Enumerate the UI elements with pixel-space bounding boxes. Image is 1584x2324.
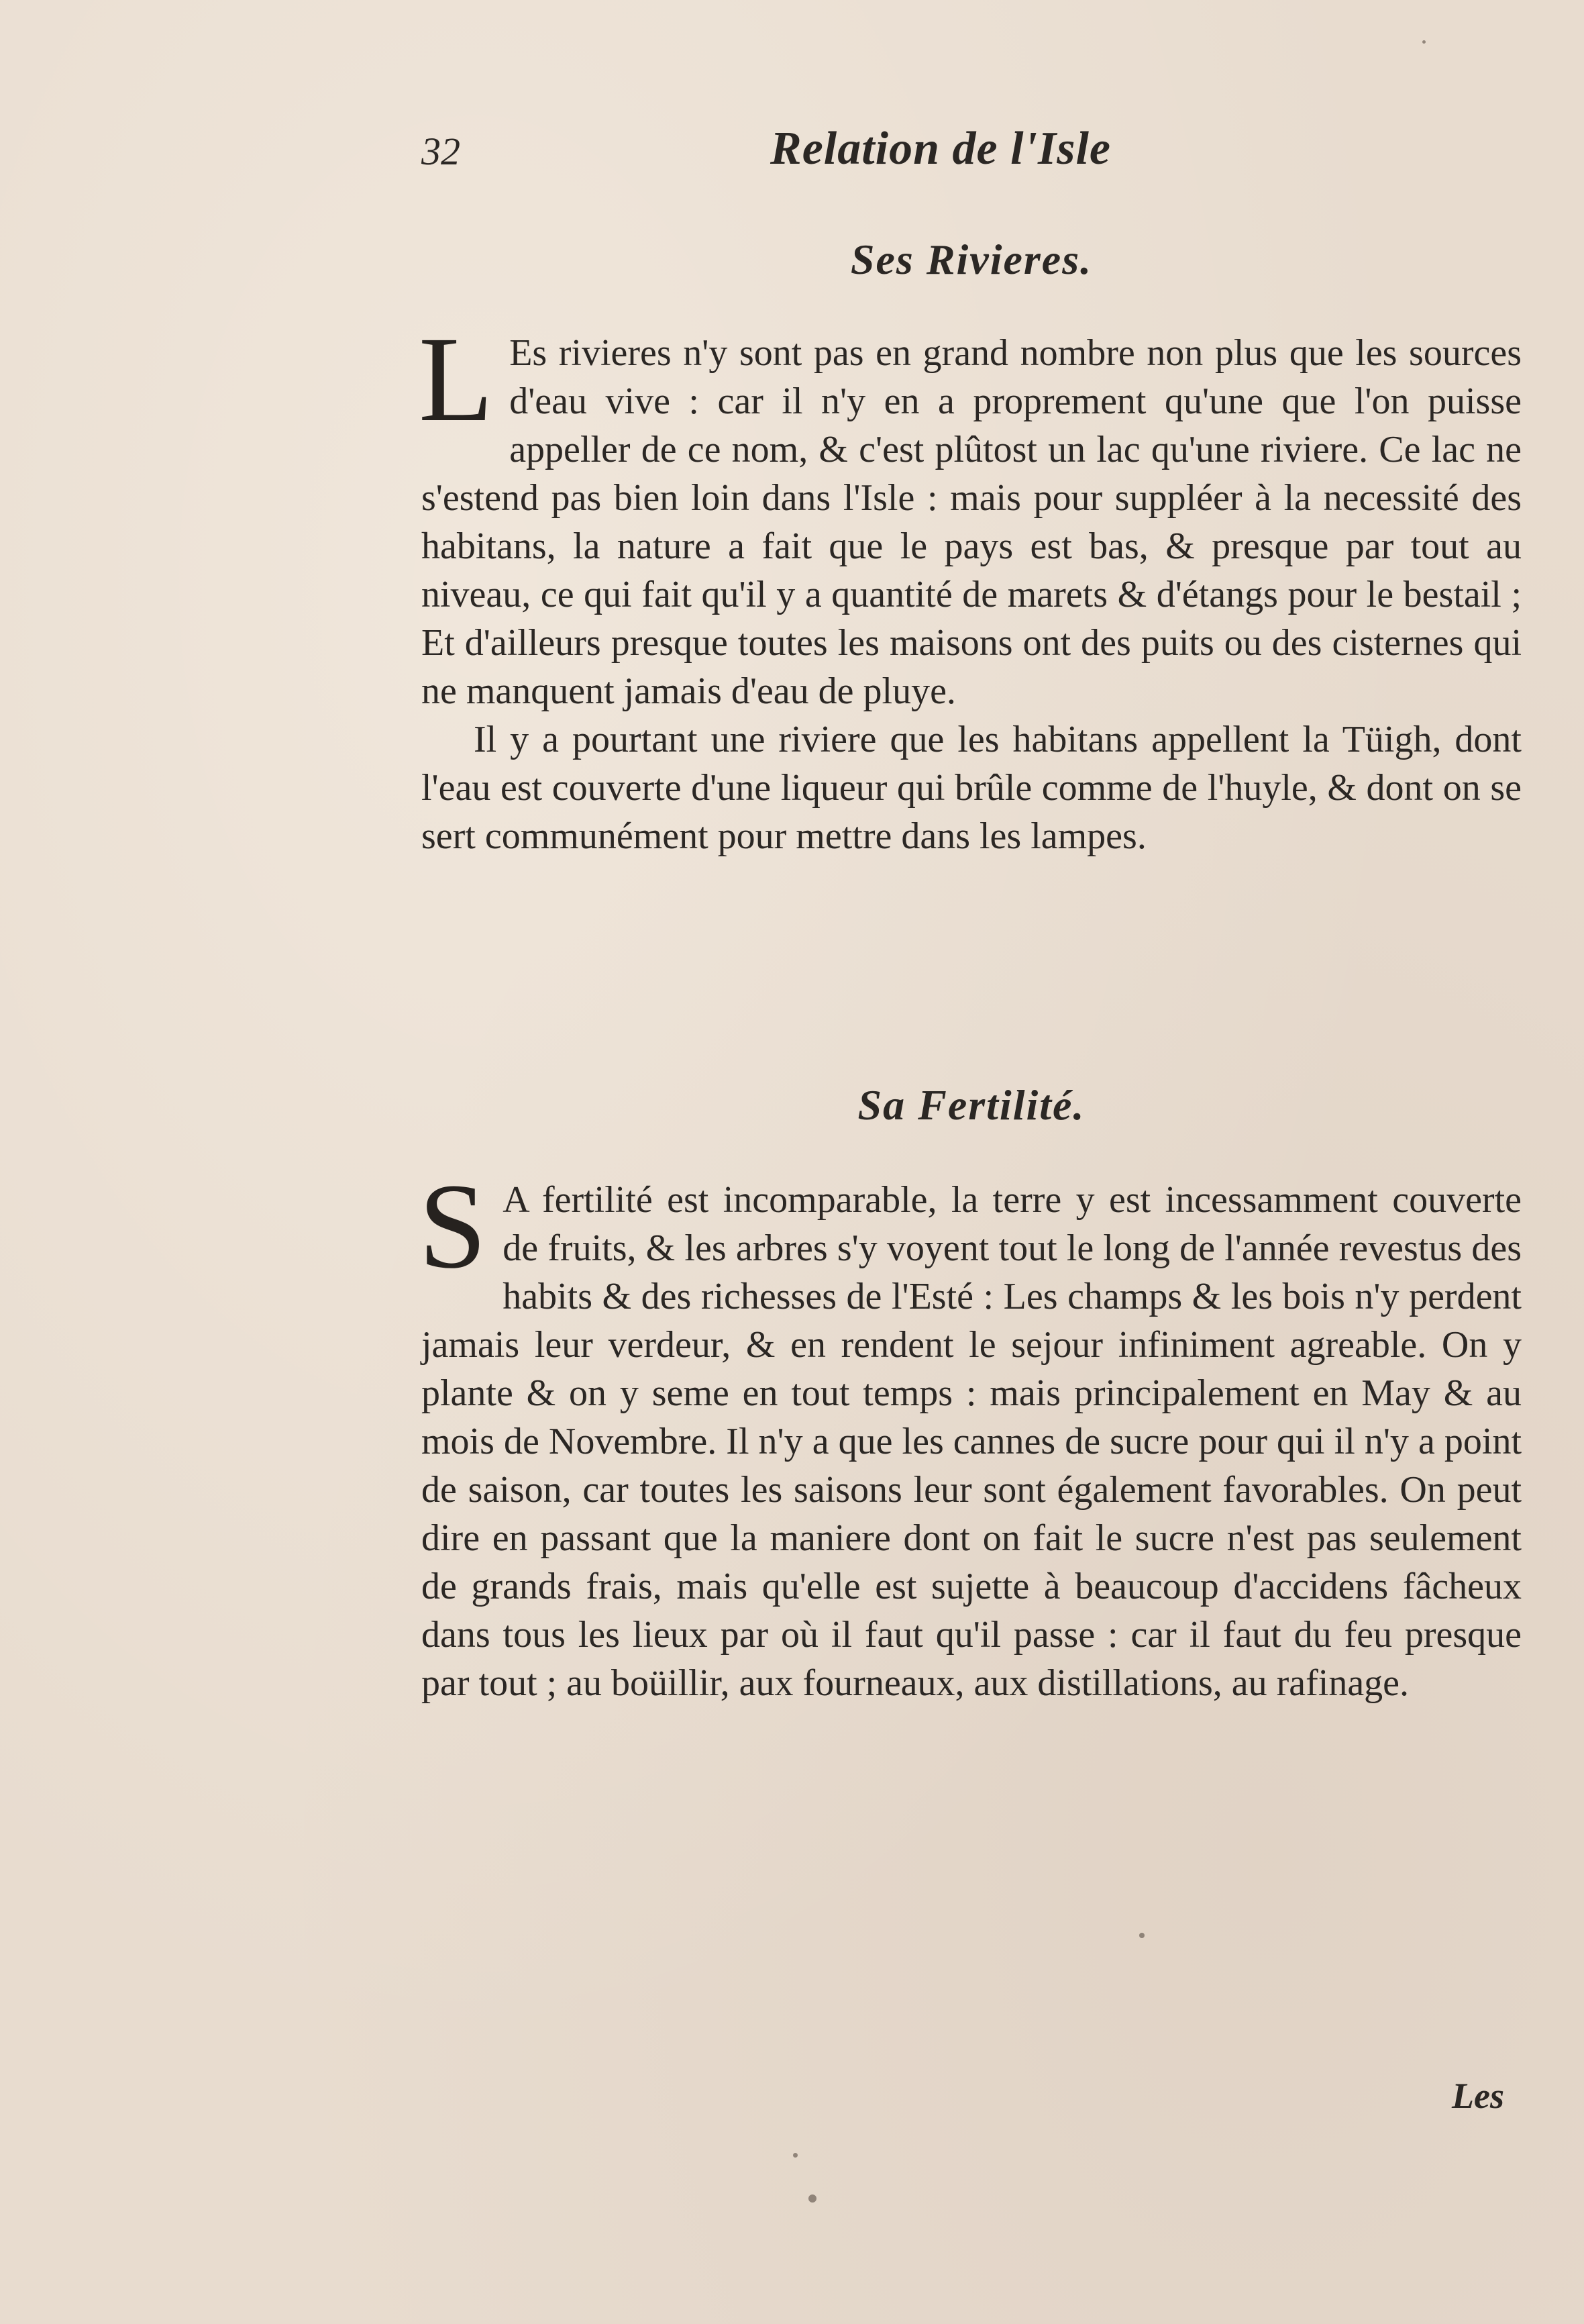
paragraph xyxy=(419,312,1522,715)
running-head xyxy=(421,122,1177,189)
catchword: Les xyxy=(1452,2076,1504,2116)
section-heading-fertilite: Sa Fertilité. xyxy=(857,1081,1086,1129)
section-body-fertilite xyxy=(419,1159,1522,1707)
section-heading-rivieres: Ses Rivieres. xyxy=(850,236,1093,283)
paragraph-text: Es rivieres n'y sont pas en grand nombre non plus que les sources d'eau vive : car il n'y en a proprement qu'une que l'on puisse appeller de ce nom, & c'est plûtost un lac qu'une riviere. Ce lac ne s'estend pas bien loin dans l'Isle : mais pour suppléer à la necessité des habitans, la nature a fait que le pays est bas, & presque par tout au niveau, ce qui fait qu'il y a quantité de marets & d'étangs pour le bestail ; Et d'ailleurs presque toutes les maisons ont des puits ou des cisternes qui ne manquent jamais d'eau de pluye. xyxy=(421,332,1522,712)
paper-speck xyxy=(808,2194,816,2203)
paper-speck xyxy=(1422,40,1426,44)
drop-cap: L xyxy=(419,312,494,447)
drop-cap: S xyxy=(419,1159,487,1294)
running-title: Relation de l'Isle xyxy=(770,123,1111,174)
paragraph: Il y a pourtant une riviere que les habitans appellent la Tüigh, dont l'eau est couverte d'une liqueur qui brûle comme de l'huyle, & dont on se sert communément pour mettre dans les lampes. xyxy=(421,719,1522,857)
paragraph xyxy=(419,1159,1522,1707)
paper-speck xyxy=(793,2153,798,2158)
paragraph-text: A fertilité est incomparable, la terre y est incessamment couverte de fruits, & les arbres s'y voyent tout le long de l'année revestus des habits & des richesses de l'Esté : Les champs & les bois n'y perdent jamais leur verdeur, & en rendent le sejour infiniment agreable. On y plante & on y seme en tout temps : mais principalement en May & au mois de Novembre. Il n'y a que les cannes de sucre pour qui il n'y a point de saison, car toutes les saisons leur sont également favorables. On peut dire en passant que la maniere dont on fait le sucre n'est pas seulement de grands frais, mais qu'elle est sujette à beaucoup d'accidens fâcheux dans tous les lieux par où il faut qu'il passe : car il faut du feu presque par tout ; au boüillir, aux fourneaux, aux distillations, au rafinage. xyxy=(421,1179,1522,1704)
paper-speck xyxy=(1139,1933,1145,1938)
section-body-rivieres xyxy=(419,312,1522,860)
page-number: 32 xyxy=(421,130,460,173)
